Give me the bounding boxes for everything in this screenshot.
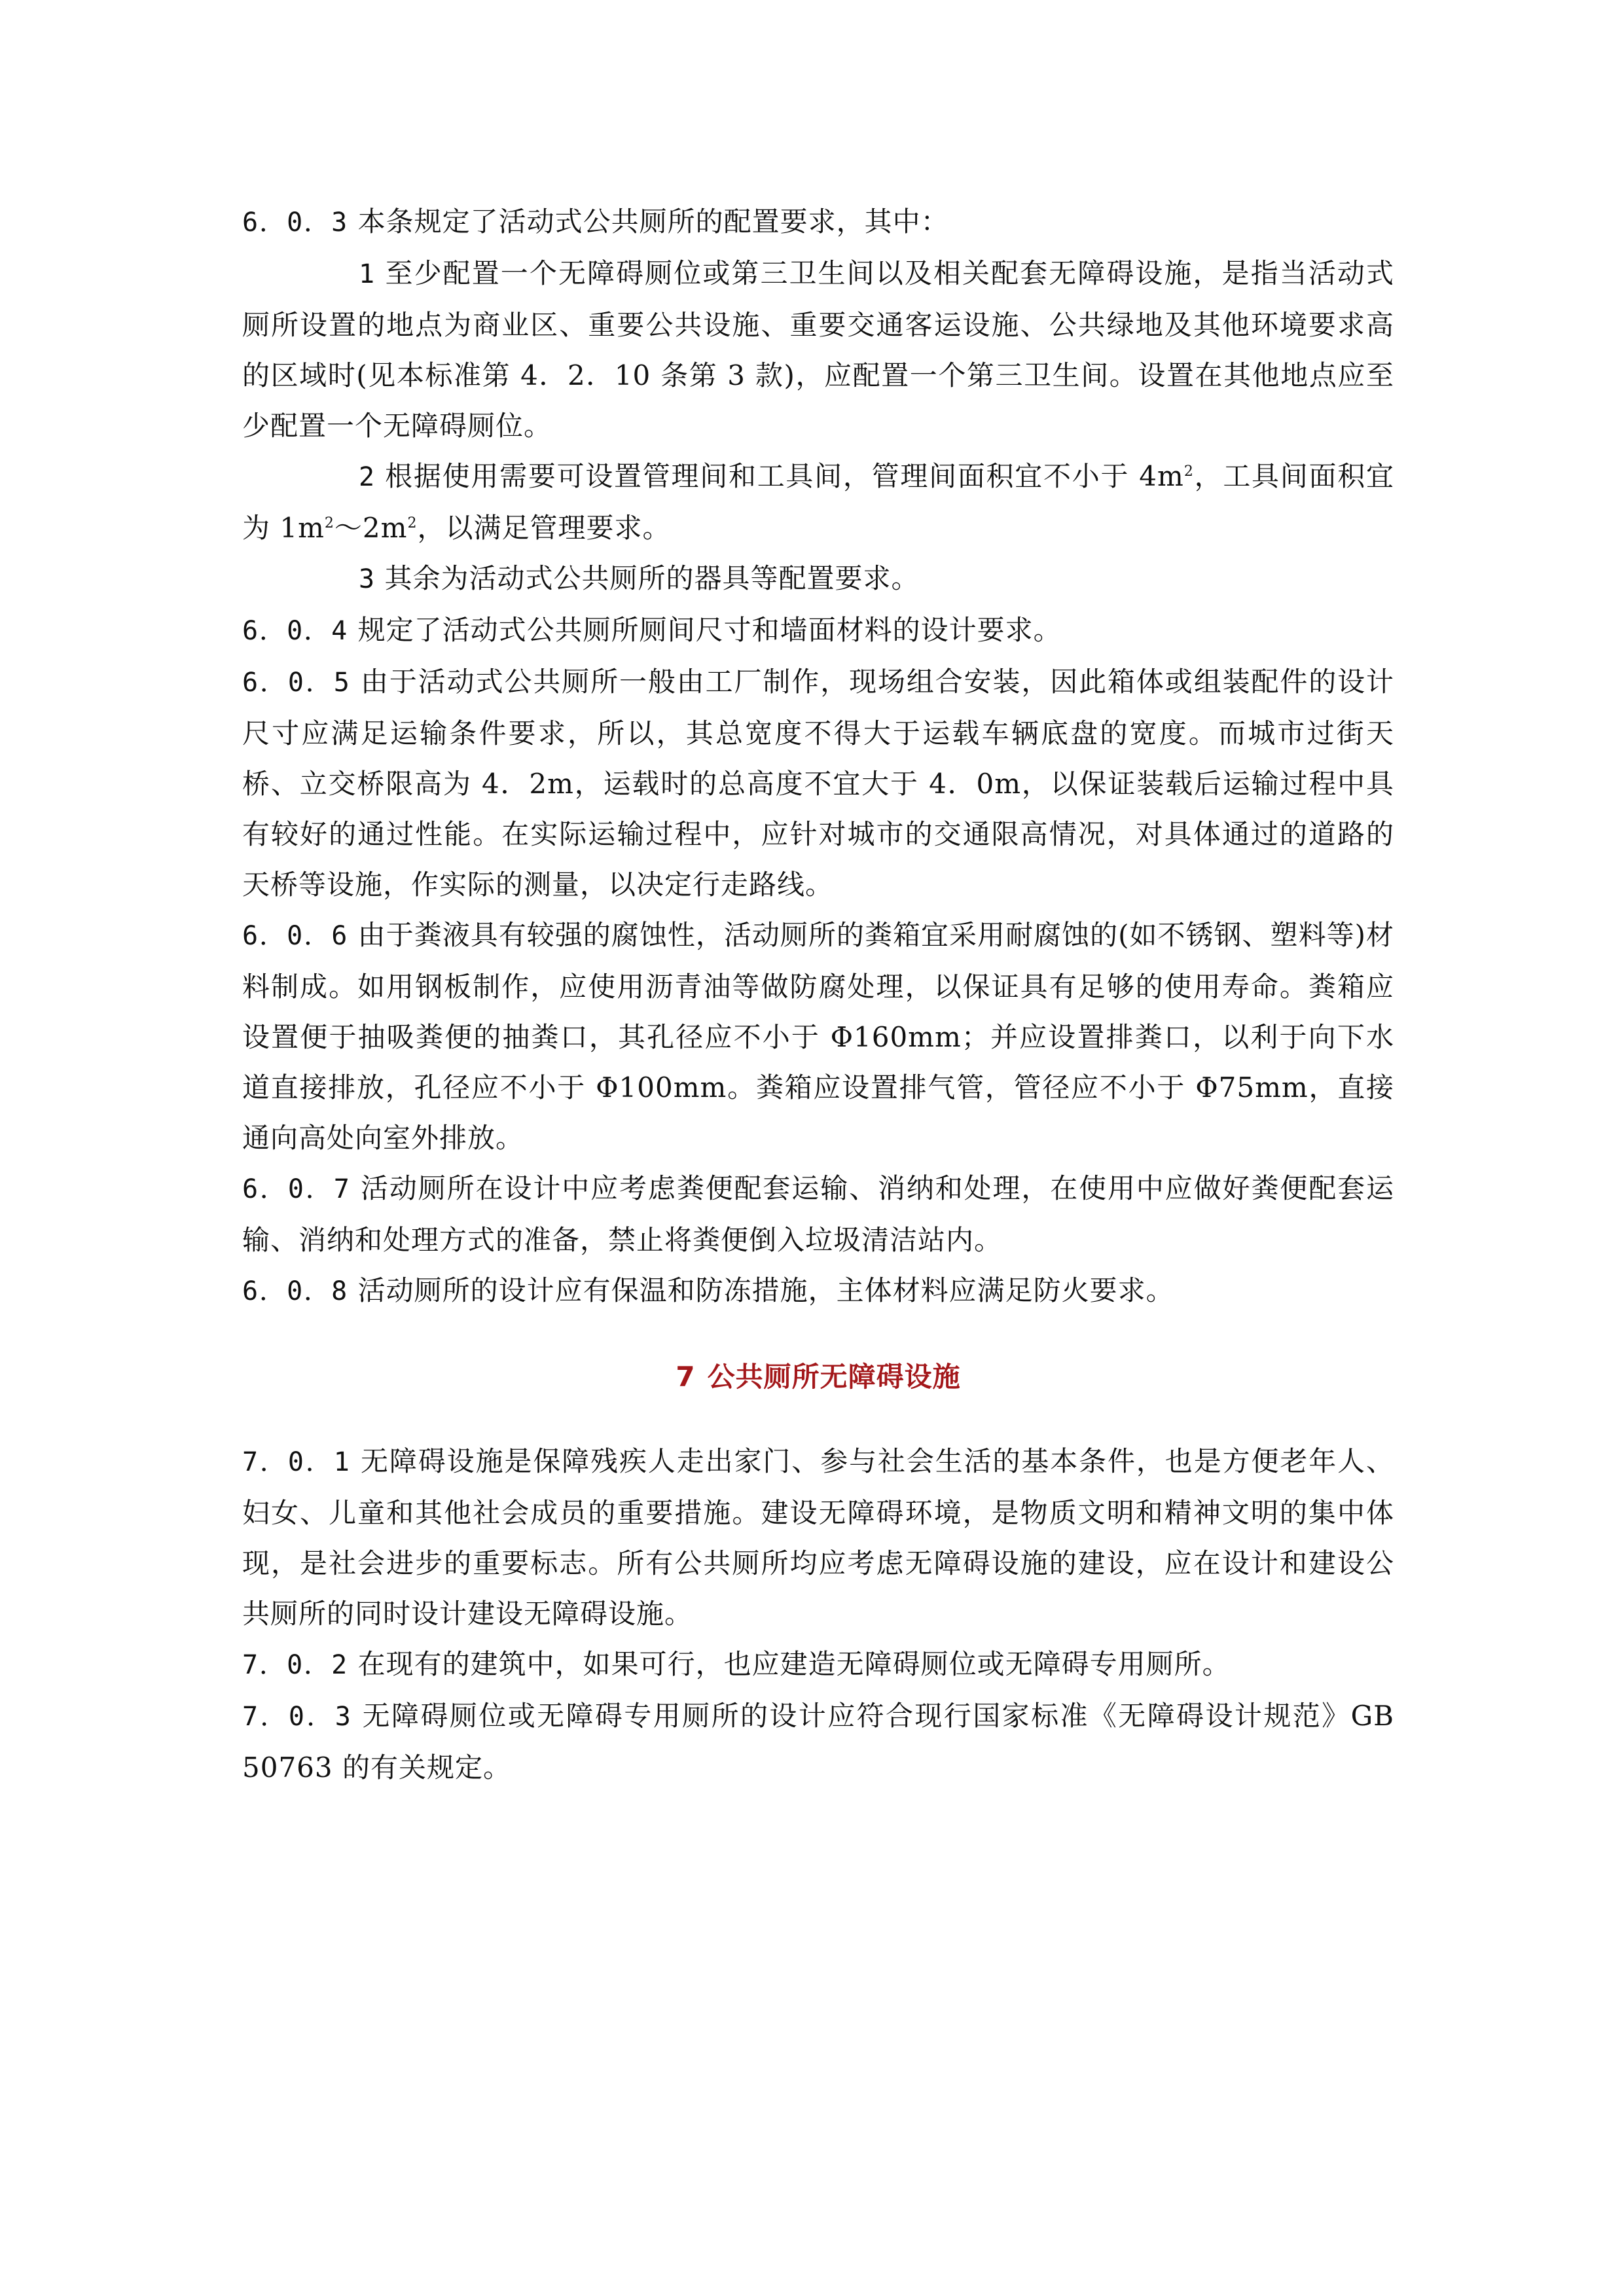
superscript: 2 (1183, 463, 1194, 480)
superscript: 2 (407, 515, 418, 531)
clause-6-0-5 (242, 656, 1394, 910)
clause-number: 6．0．4 (242, 616, 349, 646)
item-text: 至少配置一个无障碍厕位或第三卫生间以及相关配套无障碍设施，是指当活动式厕所设置的地点为商业区、重要公共设施、重要交通客运设施、公共绿地及其他环境要求高的区域时(见本标准第 4．2．10 条第 3 款)，应配置一个第三卫生间。设置在其他地点应至少配置一个无障碍厕位。 (242, 257, 1394, 442)
clause-number: 6．0．6 (242, 921, 349, 951)
section-7-heading (242, 1357, 1394, 1397)
clause-7-0-1 (242, 1436, 1394, 1639)
clause-6-0-7 (242, 1163, 1394, 1265)
clause-text: 本条规定了活动式公共厕所的配置要求，其中： (348, 206, 949, 238)
clause-7-0-3 (242, 1691, 1394, 1793)
clause-7-0-2 (242, 1639, 1394, 1691)
clause-text: 由于粪液具有较强的腐蚀性，活动厕所的粪箱宜采用耐腐蚀的(如不锈钢、塑料等)材料制成。如用钢板制作，应使用沥青油等做防腐处理，以保证具有足够的使用寿命。粪箱应设置便于抽吸粪便的抽粪口，其孔径应不小于 Φ160mm；并应设置排粪口，以利于向下水道直接排放，孔径应不小于 Φ100mm。粪箱应设置排气管，管径应不小于 Φ75mm，直接通向高处向室外排放。 (242, 919, 1395, 1154)
item-text: ，以满足管理要求。 (417, 512, 671, 544)
clause-number: 7．0．3 (242, 1702, 352, 1732)
clause-number: 6．0．5 (242, 668, 351, 698)
clause-text: 在现有的建筑中，如果可行，也应建造无障碍厕位或无障碍专用厕所。 (348, 1648, 1231, 1680)
clause-6-0-3-item-1 (242, 248, 1394, 451)
item-text: 根据使用需要可设置管理间和工具间，管理间面积宜不小于 4m (375, 460, 1184, 492)
clause-6-0-6 (242, 910, 1394, 1163)
clause-number: 7．0．1 (242, 1447, 351, 1477)
clause-number: 7．0．2 (242, 1650, 349, 1680)
item-text: 其余为活动式公共厕所的器具等配置要求。 (375, 562, 920, 594)
item-number: 2 (359, 462, 376, 492)
clause-6-0-4 (242, 605, 1394, 656)
clause-text: 无障碍设施是保障残疾人走出家门、参与社会生活的基本条件，也是方便老年人、妇女、儿童和其他社会成员的重要措施。建设无障碍环境，是物质文明和精神文明的集中体现，是社会进步的重要标志。所有公共厕所均应考虑无障碍设施的建设，应在设计和建设公共厕所的同时设计建设无障碍设施。 (242, 1445, 1395, 1630)
clause-number: 6．0．7 (242, 1174, 351, 1204)
clause-text: 规定了活动式公共厕所厕间尺寸和墙面材料的设计要求。 (348, 614, 1062, 646)
clause-text: 由于活动式公共厕所一般由工厂制作，现场组合安装，因此箱体或组装配件的设计尺寸应满足运输条件要求，所以，其总宽度不得大于运载车辆底盘的宽度。而城市过街天桥、立交桥限高为 4．2m，运载时的总高度不宜大于 4．0m，以保证装载后运输过程中具有较好的通过性能。在实际运输过程中，应针对城市的交通限高情况，对具体通过的道路的天桥等设施，作实际的测量，以决定行走路线。 (242, 666, 1395, 901)
item-number: 3 (359, 564, 376, 594)
clause-text: 无障碍厕位或无障碍专用厕所的设计应符合现行国家标准《无障碍设计规范》GB 50763 的有关规定。 (242, 1700, 1394, 1784)
item-text: ，工具间面积宜为 1m (242, 460, 1394, 544)
item-number: 1 (359, 259, 376, 289)
section-title: 公共厕所无障碍设施 (707, 1361, 961, 1393)
clause-text: 活动厕所在设计中应考虑粪便配套运输、消纳和处理，在使用中应做好粪便配套运输、消纳和处理方式的准备，禁止将粪便倒入垃圾清洁站内。 (242, 1172, 1395, 1256)
clause-number: 6．0．8 (242, 1276, 349, 1306)
item-text: ～2m (334, 512, 408, 544)
superscript: 2 (324, 515, 334, 531)
clause-6-0-3 (242, 196, 1394, 248)
clause-number: 6．0．3 (242, 207, 349, 238)
clause-6-0-3-item-3 (242, 553, 1394, 605)
clause-6-0-8 (242, 1265, 1394, 1317)
document-body (242, 196, 1394, 1793)
clause-text: 活动厕所的设计应有保温和防冻措施，主体材料应满足防火要求。 (348, 1274, 1174, 1306)
clause-6-0-3-item-2 (242, 451, 1394, 553)
section-number: 7 (676, 1361, 696, 1393)
